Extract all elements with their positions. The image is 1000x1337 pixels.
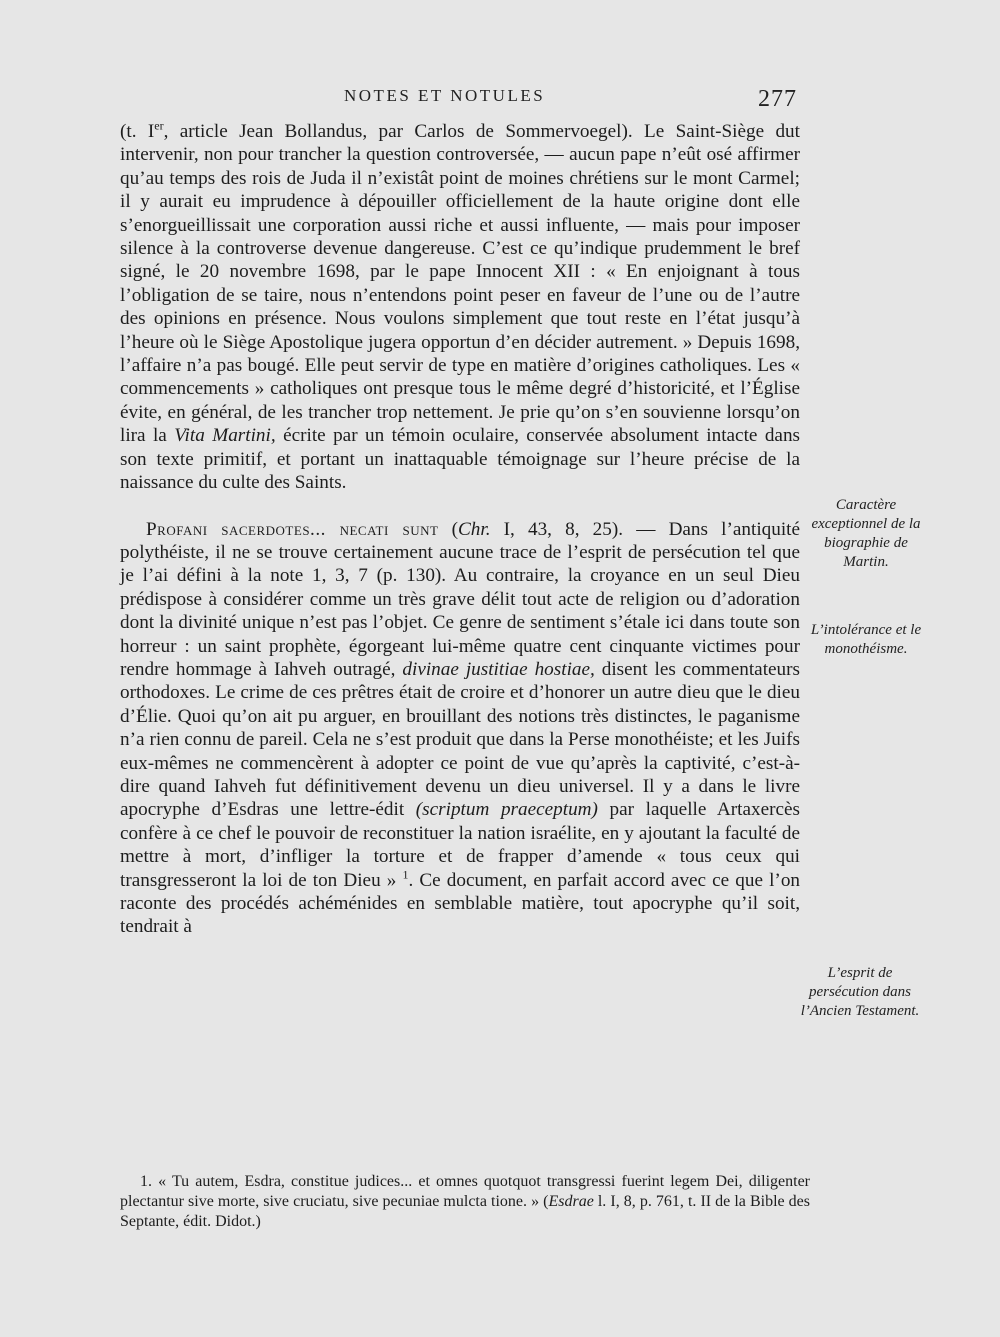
ref-rest: I, 43, 8, 25). — [490,518,669,540]
para1-text-c: écrite par un témoin oculaire, conservée absolument intacte dans son texte primitif, et portant un inattaquable témoignage sur l’heure précise de la naissance du culte des Saints. [120,425,801,494]
italic-divinae-justitiae: divinae justitiae hostiae, [402,658,595,680]
main-text-block [120,120,800,939]
para2-text-b: disent les commentateurs orthodoxes. Le crime de ces prêtres était de croire et d’honorer un autre dieu que le dieu d’Élie. Quoi qu’on ait pu arguer, en brouillant des notions très distinctes, le paganisme n’a rien connu de pareil. Cela ne s’est produit que dans la Perse monothéiste; et les Juifs eux-mêmes ne commencèrent à adopter ce point de vue qu’après la captivité, c’est-à-dire quand Iahveh fut définitivement devenu un dieu universel. Il y a dans le livre apocryphe d’Esdras une lettre-édit [120,658,800,821]
margin-note-intolerance: L’intolérance et le monothéisme. [810,622,922,657]
para2-text-d: . Ce document, en parfait accord avec ce que l’on raconte des procédés achéménides en semblable matière, tout apocryphe qu’il soit, tendrait à [120,869,801,938]
para1-text-a: (t. I [120,121,155,142]
para2-text-c: par laquelle Artaxercès confère à ce chef le pouvoir de reconstituer la nation israélite, en y ajoutant la faculté de mettre à mort, d’infliger la torture et de frapper d’amende « tous ceux qui transgresseront la loi de ton Dieu » [120,799,801,891]
ref-italic-chr: Chr. [457,518,491,540]
paragraph-1 [120,120,800,495]
section-heading-profani: Profani sacerdotes... necati sunt [146,518,439,540]
footnote-italic-esdrae: Esdrae [548,1193,594,1210]
ref-open: ( [438,518,458,540]
italic-vita-martini: Vita Martini, [174,425,276,447]
para2-text-a: Dans l’antiquité polythéiste, il ne se trouve certainement aucune trace de l’esprit de persécution tel que je l’ai défini à la note 1, 3, 7 (p. 130). Au contraire, la croyance en un seul Dieu prédispose à considérer comme un très grave délit tout acte de religion ou d’adoration dont la divinité unique n’est pas l’objet. Ce genre de sentiment s’étale ici dans toute son horreur : un saint prophète, égorgeant lui-même quatre cent cinquante victimes pour rendre hommage à Iahveh outragé, [120,518,801,680]
para1-text-b: , article Jean Bollandus, par Carlos de Sommervoegel). Le Saint-Siège dut intervenir, non pour trancher la question controversée, — aucun pape n’eût osé affirmer qu’au temps des rois de Juda il n’existât point de moines chrétiens sur le mont Carmel; il y aurait eu imprudence à dépouiller officiellement de la haute origine dont elle s’enorgueillissait une corporation aussi riche et aussi influente, — mais pour imposer silence à la controverse devenue dangereuse. C’est ce qu’indique prudemment le bref signé, le 20 novembre 1698, par le pape Innocent XII : « En enjoignant à tous l’obligation de se taire, nous n’entendons point peser en faveur de l’une ou de l’autre des opinions en présence. Nous voulons simplement que tout reste en l’état jusqu’à l’heure où le Siège Apostolique jugera opportun d’en décider autrement. » Depuis 1698, l’affaire n’a pas bougé. Elle peut servir de type en matière d’origines catholiques. Les « commencements » catholiques ont presque tous le même degré d’historicité, et l’Église évite, en général, de les trancher trop nettement. Je prie qu’on s’en souvienne lorsqu’on lira la [120,121,800,447]
margin-note-persecution: L’esprit de persécution dans l’Ancien Testament. [800,965,920,1019]
footnote-text-b: l. I, 8, p. 761, t. II de la Bible des Septante, édit. Didot.) [120,1193,810,1230]
footnote-block [120,1172,810,1232]
footnote-text-a: « Tu autem, Esdra, constitue judices... et omnes quotquot transgressi fuerint legem Dei, diligenter plectantur sive morte, sive cruciatu, sive pecuniae mulcta tione. » ( [120,1173,810,1210]
running-head-title: NOTES ET NOTULES [344,86,546,105]
italic-scriptum-praeceptum: (scriptum praeceptum) [415,799,598,821]
superscript-er: er [154,118,164,133]
margin-note-martin: Caractère exceptionnel de la biographie de Martin. [811,497,921,570]
page-number: 277 [758,86,797,112]
paragraph-2 [120,518,800,939]
footnote-marker: 1 [402,867,409,882]
footnote-number: 1. [140,1173,152,1190]
footnote-1 [120,1172,810,1232]
